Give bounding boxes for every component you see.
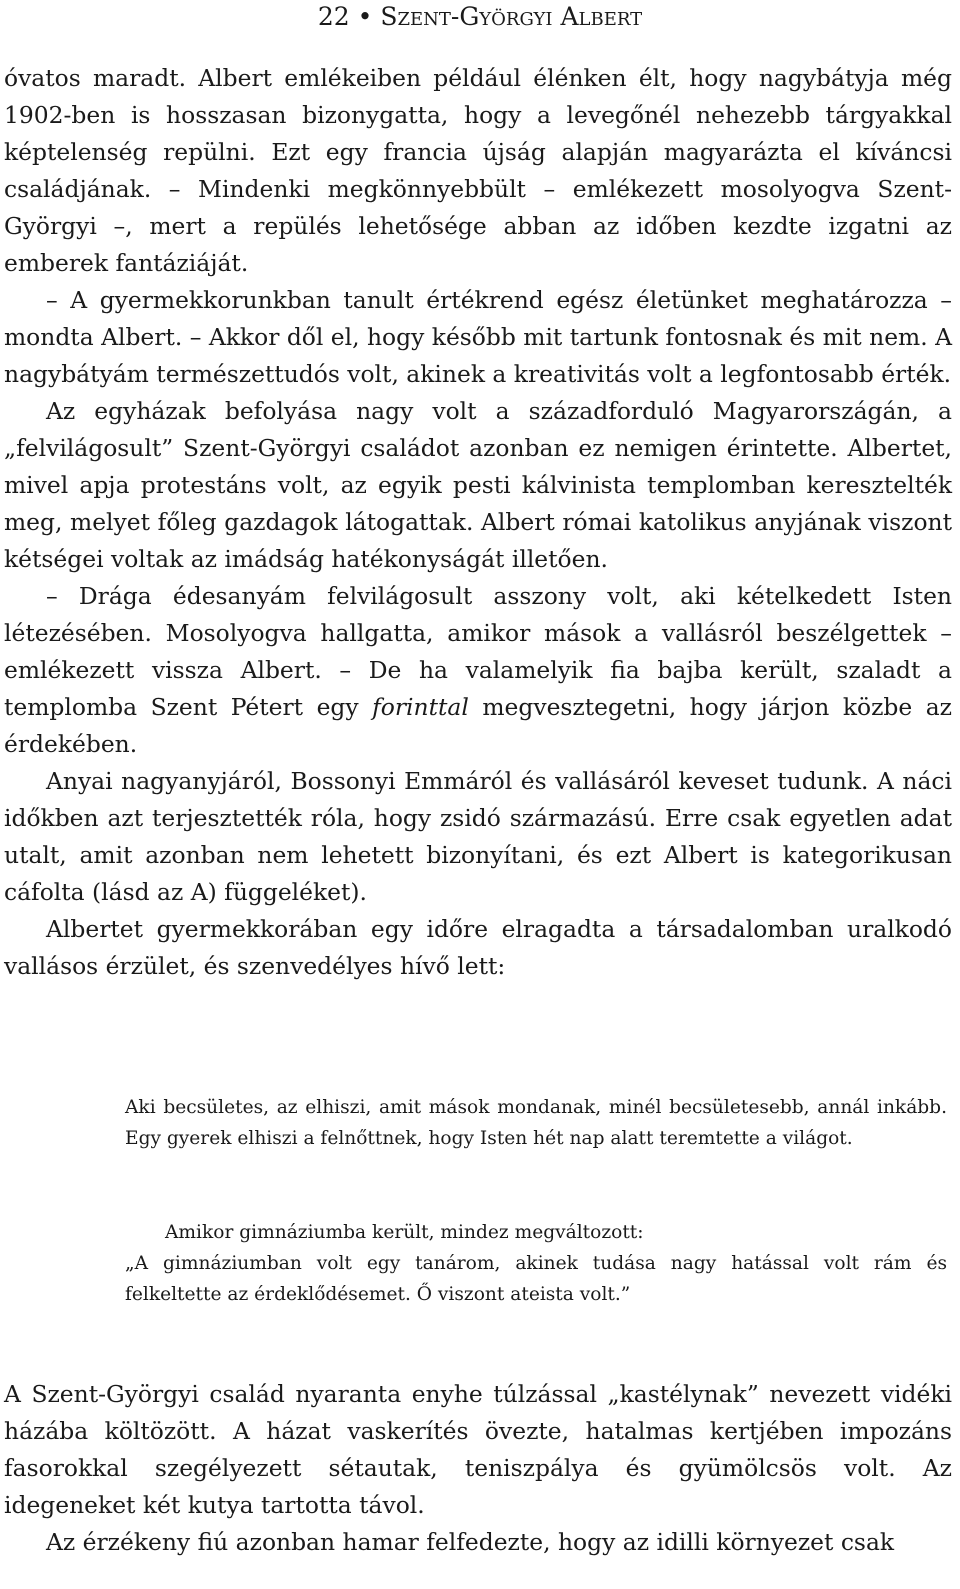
- quote-text: Aki becsületes, az elhiszi, amit mások mondanak, minél becsületesebb, annál inkább. Egy gyerek elhiszi a felnőttnek, hogy Isten hét nap alatt teremtette a világot.: [125, 1097, 947, 1149]
- paragraph: Az érzékeny fiú azonban hamar felfedezte, hogy az idilli környezet csak: [46, 1528, 895, 1556]
- running-title: Szent-Györgyi Albert: [380, 2, 643, 31]
- quote-lead: Amikor gimnáziumba került, mindez megváltozott:: [165, 1222, 644, 1243]
- paragraph: óvatos maradt. Albert emlékeiben például élénken élt, hogy nagybátyja még 1902-ben is hosszasan bizonygatta, hogy a levegőnél nehezebb tárgyakkal képtelenség repülni. Ezt egy francia újság alapján magyarázta el kíváncsi családjának. – Mindenki megkönnyebbült – emlékezett mosolyogva Szent-Györgyi –, mert a repülés lehetősége abban az időben kezdte izgatni az emberek fantáziáját.: [4, 64, 952, 277]
- block-quote-1: [125, 1092, 947, 1154]
- paragraph-text: – Drága édesanyám felvilágosult asszony volt, aki kételkedett Isten létezésében. Mosolyogva hallgatta, amikor mások a vallásról beszélgettek – emlékezett vissza Albert. – De ha valamelyik fia bajba került, szaladt a templomba Szent Pétert egy: [4, 582, 952, 721]
- paragraph: – A gyermekkorunkban tanult értékrend egész életünket meghatározza – mondta Albert. – Akkor dől el, hogy később mit tartunk fontosnak és mit nem. A nagybátyám természettudós volt, akinek a kreativitás volt a legfontosabb érték.: [4, 286, 952, 388]
- paragraph: [4, 578, 952, 763]
- paragraph: A Szent-Györgyi család nyaranta enyhe túlzással „kastélynak” nevezett vidéki házába költözött. A házat vaskerítés övezte, hatalmas kertjében impozáns fasorokkal szegélyezett sétautak, teniszpálya és gyümölcsös volt. Az idegeneket két kutya tartotta távol.: [4, 1380, 952, 1519]
- paragraph: Albertet gyermekkorában egy időre elragadta a társadalomban uralkodó vallásos érzület, és szenvedélyes hívő lett:: [4, 915, 952, 980]
- paragraph: Az egyházak befolyása nagy volt a századforduló Magyarországán, a „felvilágosult” Szent-Györgyi családot azonban ez nemigen érintette. Albertet, mivel apja protestáns volt, az egyik pesti kálvinista templomban keresztelték meg, melyet főleg gazdagok látogattak. Albert római katolikus anyjának viszont kétségei voltak az imádság hatékonyságát illetően.: [4, 397, 952, 573]
- paragraph-text: megvesztegetni, hogy járjon közbe az érdekében.: [4, 693, 952, 758]
- page-number: 22: [317, 2, 350, 31]
- italic-word: forinttal: [372, 693, 469, 721]
- running-header: [0, 2, 960, 32]
- body-text-block-2: [4, 1376, 952, 1561]
- quote-text: „A gimnáziumban volt egy tanárom, akinek tudása nagy hatással volt rám és felkeltette az érdeklődésemet. Ő viszont ateista volt.”: [125, 1253, 947, 1305]
- block-quote-2: [125, 1217, 947, 1310]
- paragraph: Anyai nagyanyjáról, Bossonyi Emmáról és vallásáról keveset tudunk. A náci időkben azt terjesztették róla, hogy zsidó származású. Erre csak egyetlen adat utalt, amit azonban nem lehetett bizonyítani, és ezt Albert is kategorikusan cáfolta (lásd az A) függeléket).: [4, 767, 952, 906]
- body-text-block-1: [4, 60, 952, 985]
- header-separator: •: [357, 2, 373, 31]
